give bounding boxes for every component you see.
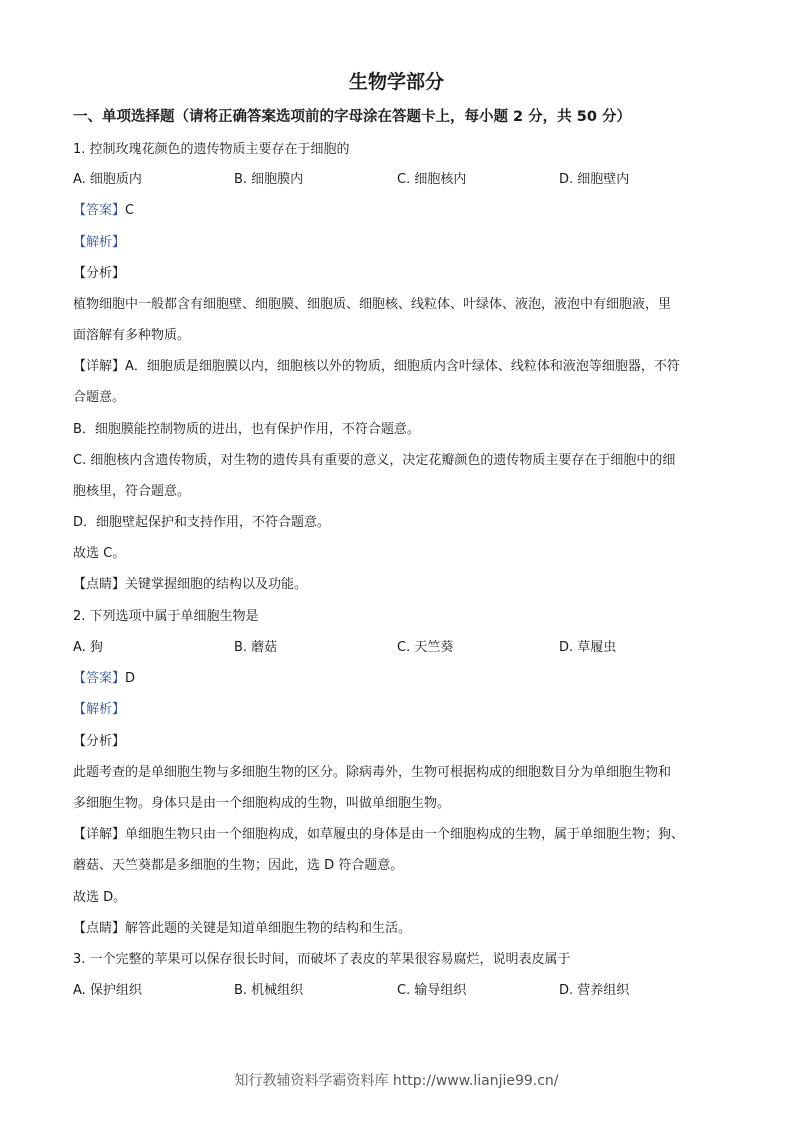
footer-watermark: 知行教辅资料学霸资料库 http://www.lianjie99.cn/ [234, 1073, 559, 1089]
answer-value: D [125, 671, 136, 686]
page-title: 生物学部分 [348, 71, 444, 93]
question-1-fenxi-line-1: 植物细胞中一般都含有细胞壁、细胞膜、细胞质、细胞核、线粒体、叶绿体、液泡，液泡中有细胞液，里 [73, 297, 672, 312]
question-1-option-c: C. 细胞核内 [397, 172, 467, 187]
question-1-answer [73, 202, 134, 220]
question-1-detail-line-2: 合题意。 [73, 390, 126, 405]
question-2-option-b: B. 蘑菇 [234, 640, 278, 655]
question-2-fenxi-line-1: 此题考查的是单细胞生物与多细胞生物的区分。除病毒外，生物可根据构成的细胞数目分为单细胞生物和 [73, 765, 672, 780]
question-2-stem: 2. 下列选项中属于单细胞生物是 [73, 609, 259, 624]
answer-tag: 【答案】 [73, 671, 126, 686]
question-2-detail-line-3: 故选 D。 [73, 890, 127, 905]
question-1-detail-line-1: 【详解】A．细胞质是细胞膜以内，细胞核以外的物质，细胞质内含叶绿体、线粒体和液泡等细胞器，不符 [73, 359, 680, 374]
question-1-tip: 【点睛】关键掌握细胞的结构以及功能。 [73, 577, 308, 592]
question-1-detail-line-3: B．细胞膜能控制物质的进出，也有保护作用，不符合题意。 [73, 422, 420, 437]
question-3-option-a: A. 保护组织 [73, 983, 142, 998]
answer-value: C [125, 203, 135, 218]
question-2-answer [73, 670, 135, 688]
question-3-option-c: C. 输导组织 [397, 983, 467, 998]
question-1-option-a: A. 细胞质内 [73, 172, 142, 187]
question-1-detail-line-7: 故选 C。 [73, 546, 126, 561]
question-1-analysis-tag: 【解析】 [73, 235, 126, 250]
question-2-fenxi-tag: 【分析】 [73, 734, 126, 749]
question-2-option-a: A. 狗 [73, 640, 103, 655]
question-1-option-d: D. 细胞壁内 [559, 172, 630, 187]
question-3-option-d: D. 营养组织 [559, 983, 630, 998]
question-2-option-c: C. 天竺葵 [397, 640, 454, 655]
question-2-analysis-tag: 【解析】 [73, 702, 126, 717]
question-1-fenxi-tag: 【分析】 [73, 266, 126, 281]
question-2-detail-line-1: 【详解】单细胞生物只由一个细胞构成，如草履虫的身体是由一个细胞构成的生物，属于单细胞生物；狗、 [73, 827, 685, 842]
section-heading: 一、单项选择题（请将正确答案选项前的字母涂在答题卡上，每小题 2 分，共 50 分） [73, 109, 631, 125]
answer-tag: 【答案】 [73, 203, 126, 218]
question-2-fenxi-line-2: 多细胞生物。身体只是由一个细胞构成的生物，叫做单细胞生物。 [73, 796, 451, 811]
question-3-stem: 3. 一个完整的苹果可以保存很长时间，而破坏了表皮的苹果很容易腐烂，说明表皮属于 [73, 952, 571, 967]
question-2-option-d: D. 草履虫 [559, 640, 617, 655]
question-2-tip: 【点睛】解答此题的关键是知道单细胞生物的结构和生活。 [73, 921, 412, 936]
question-1-detail-line-6: D．细胞壁起保护和支持作用，不符合题意。 [73, 515, 331, 530]
question-1-detail-line-5: 胞核里，符合题意。 [73, 484, 191, 499]
question-1-detail-line-4: C. 细胞核内含遗传物质，对生物的遗传具有重要的意义，决定花瓣颜色的遗传物质主要存在于细胞中的细 [73, 453, 676, 468]
question-1-option-b: B. 细胞膜内 [234, 172, 304, 187]
question-3-option-b: B. 机械组织 [234, 983, 304, 998]
question-2-detail-line-2: 蘑菇、天竺葵都是多细胞的生物；因此，选 D 符合题意。 [73, 858, 404, 873]
question-1-stem: 1. 控制玫瑰花颜色的遗传物质主要存在于细胞的 [73, 142, 350, 157]
question-1-fenxi-line-2: 面溶解有多种物质。 [73, 328, 191, 343]
